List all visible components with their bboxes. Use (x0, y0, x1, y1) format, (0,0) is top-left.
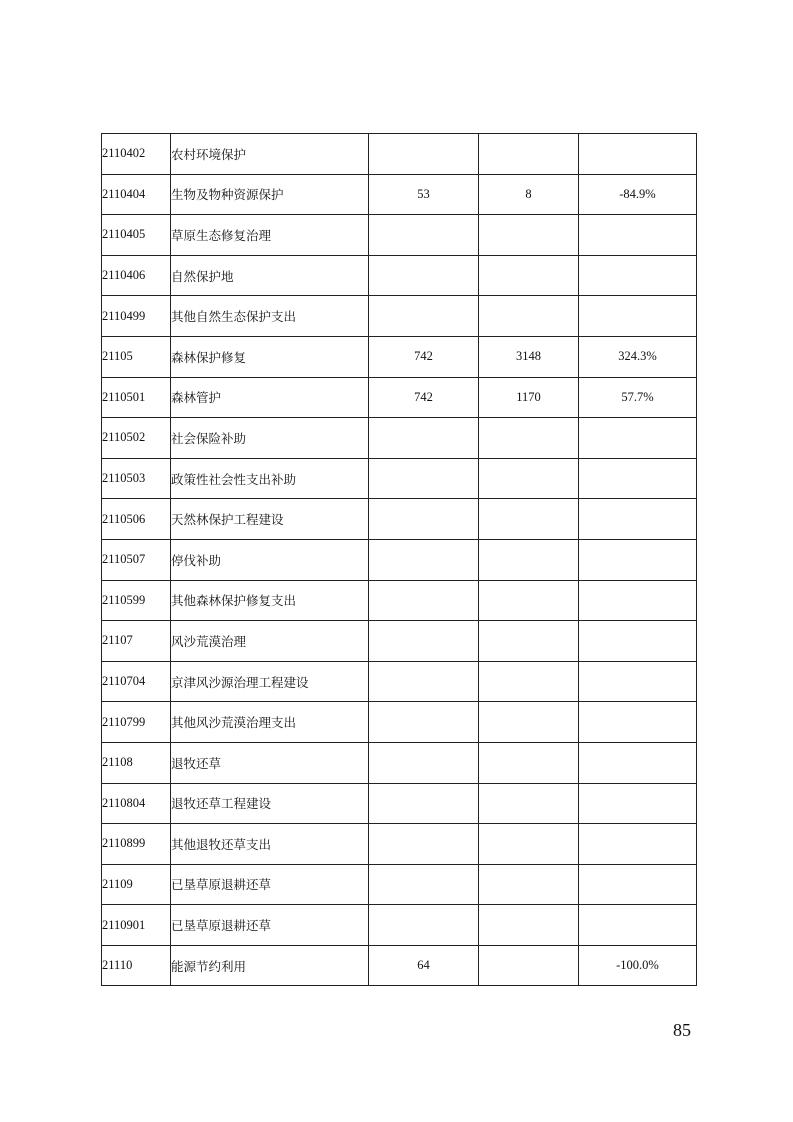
row-change-pct (579, 215, 697, 256)
row-name: 生物及物种资源保护 (171, 174, 369, 215)
row-value-2 (479, 864, 579, 905)
row-code: 21105 (102, 336, 171, 377)
row-code: 2110799 (102, 702, 171, 743)
table-row (102, 296, 697, 337)
row-change-pct (579, 864, 697, 905)
row-value-1 (369, 621, 479, 662)
row-change-pct (579, 824, 697, 865)
row-value-1 (369, 255, 479, 296)
row-value-2 (479, 945, 579, 986)
row-name: 京津风沙源治理工程建设 (171, 661, 369, 702)
row-value-2 (479, 499, 579, 540)
budget-table (101, 133, 697, 986)
row-change-pct (579, 296, 697, 337)
table-row (102, 621, 697, 662)
row-code: 21108 (102, 742, 171, 783)
table-row (102, 336, 697, 377)
row-change-pct (579, 905, 697, 946)
table-row (102, 580, 697, 621)
row-value-1 (369, 864, 479, 905)
row-value-1 (369, 296, 479, 337)
table-row (102, 215, 697, 256)
row-code: 21110 (102, 945, 171, 986)
row-name: 停伐补助 (171, 539, 369, 580)
row-change-pct: 324.3% (579, 336, 697, 377)
row-change-pct (579, 418, 697, 459)
row-name: 已垦草原退耕还草 (171, 905, 369, 946)
row-value-2 (479, 418, 579, 459)
row-value-2 (479, 783, 579, 824)
row-value-1 (369, 215, 479, 256)
row-name: 政策性社会性支出补助 (171, 458, 369, 499)
table-row (102, 905, 697, 946)
row-change-pct: -100.0% (579, 945, 697, 986)
table-row (102, 458, 697, 499)
row-value-2 (479, 458, 579, 499)
row-change-pct (579, 783, 697, 824)
row-name: 天然林保护工程建设 (171, 499, 369, 540)
row-value-2 (479, 296, 579, 337)
row-value-1 (369, 580, 479, 621)
row-value-1 (369, 702, 479, 743)
row-value-1 (369, 499, 479, 540)
row-change-pct: 57.7% (579, 377, 697, 418)
row-name: 退牧还草工程建设 (171, 783, 369, 824)
row-value-1 (369, 458, 479, 499)
row-code: 2110506 (102, 499, 171, 540)
row-code: 2110507 (102, 539, 171, 580)
row-change-pct (579, 134, 697, 175)
row-name: 农村环境保护 (171, 134, 369, 175)
row-change-pct (579, 621, 697, 662)
row-value-1 (369, 783, 479, 824)
row-value-2: 8 (479, 174, 579, 215)
row-name: 森林保护修复 (171, 336, 369, 377)
row-code: 2110899 (102, 824, 171, 865)
table-row (102, 783, 697, 824)
table-row (102, 824, 697, 865)
row-value-2 (479, 824, 579, 865)
row-name: 其他森林保护修复支出 (171, 580, 369, 621)
row-code: 2110499 (102, 296, 171, 337)
row-value-2 (479, 255, 579, 296)
row-value-1 (369, 661, 479, 702)
row-value-2: 1170 (479, 377, 579, 418)
table-row (102, 134, 697, 175)
row-value-1 (369, 418, 479, 459)
row-value-2 (479, 661, 579, 702)
row-change-pct (579, 499, 697, 540)
table-row (102, 499, 697, 540)
row-code: 2110599 (102, 580, 171, 621)
row-code: 2110406 (102, 255, 171, 296)
row-name: 草原生态修复治理 (171, 215, 369, 256)
row-value-2 (479, 539, 579, 580)
row-change-pct (579, 742, 697, 783)
row-change-pct (579, 661, 697, 702)
table-row (102, 174, 697, 215)
row-code: 2110501 (102, 377, 171, 418)
row-value-1: 742 (369, 336, 479, 377)
table-row (102, 661, 697, 702)
row-value-1 (369, 905, 479, 946)
row-value-1 (369, 824, 479, 865)
table-row (102, 742, 697, 783)
row-code: 2110404 (102, 174, 171, 215)
row-name: 其他自然生态保护支出 (171, 296, 369, 337)
row-code: 2110704 (102, 661, 171, 702)
row-change-pct (579, 702, 697, 743)
row-change-pct (579, 580, 697, 621)
table-row (102, 864, 697, 905)
row-value-2 (479, 905, 579, 946)
row-code: 21109 (102, 864, 171, 905)
row-change-pct (579, 539, 697, 580)
row-value-2 (479, 702, 579, 743)
row-code: 2110405 (102, 215, 171, 256)
row-name: 退牧还草 (171, 742, 369, 783)
row-value-2 (479, 580, 579, 621)
row-name: 能源节约利用 (171, 945, 369, 986)
row-value-2 (479, 134, 579, 175)
table-row (102, 702, 697, 743)
row-value-1: 64 (369, 945, 479, 986)
row-code: 2110901 (102, 905, 171, 946)
row-value-2 (479, 742, 579, 783)
row-code: 21107 (102, 621, 171, 662)
row-name: 其他退牧还草支出 (171, 824, 369, 865)
row-code: 2110402 (102, 134, 171, 175)
row-name: 社会保险补助 (171, 418, 369, 459)
row-value-2: 3148 (479, 336, 579, 377)
row-value-1 (369, 742, 479, 783)
row-name: 森林管护 (171, 377, 369, 418)
row-name: 风沙荒漠治理 (171, 621, 369, 662)
row-change-pct (579, 255, 697, 296)
row-value-2 (479, 215, 579, 256)
page-number: 85 (673, 1020, 691, 1040)
row-value-1: 742 (369, 377, 479, 418)
row-name: 其他风沙荒漠治理支出 (171, 702, 369, 743)
row-change-pct (579, 458, 697, 499)
row-name: 自然保护地 (171, 255, 369, 296)
row-value-1 (369, 134, 479, 175)
row-code: 2110503 (102, 458, 171, 499)
table-row (102, 377, 697, 418)
row-value-1: 53 (369, 174, 479, 215)
table-row (102, 539, 697, 580)
table-row (102, 418, 697, 459)
table-row (102, 255, 697, 296)
row-code: 2110804 (102, 783, 171, 824)
row-code: 2110502 (102, 418, 171, 459)
table-row (102, 945, 697, 986)
row-value-2 (479, 621, 579, 662)
row-name: 已垦草原退耕还草 (171, 864, 369, 905)
row-value-1 (369, 539, 479, 580)
row-change-pct: -84.9% (579, 174, 697, 215)
